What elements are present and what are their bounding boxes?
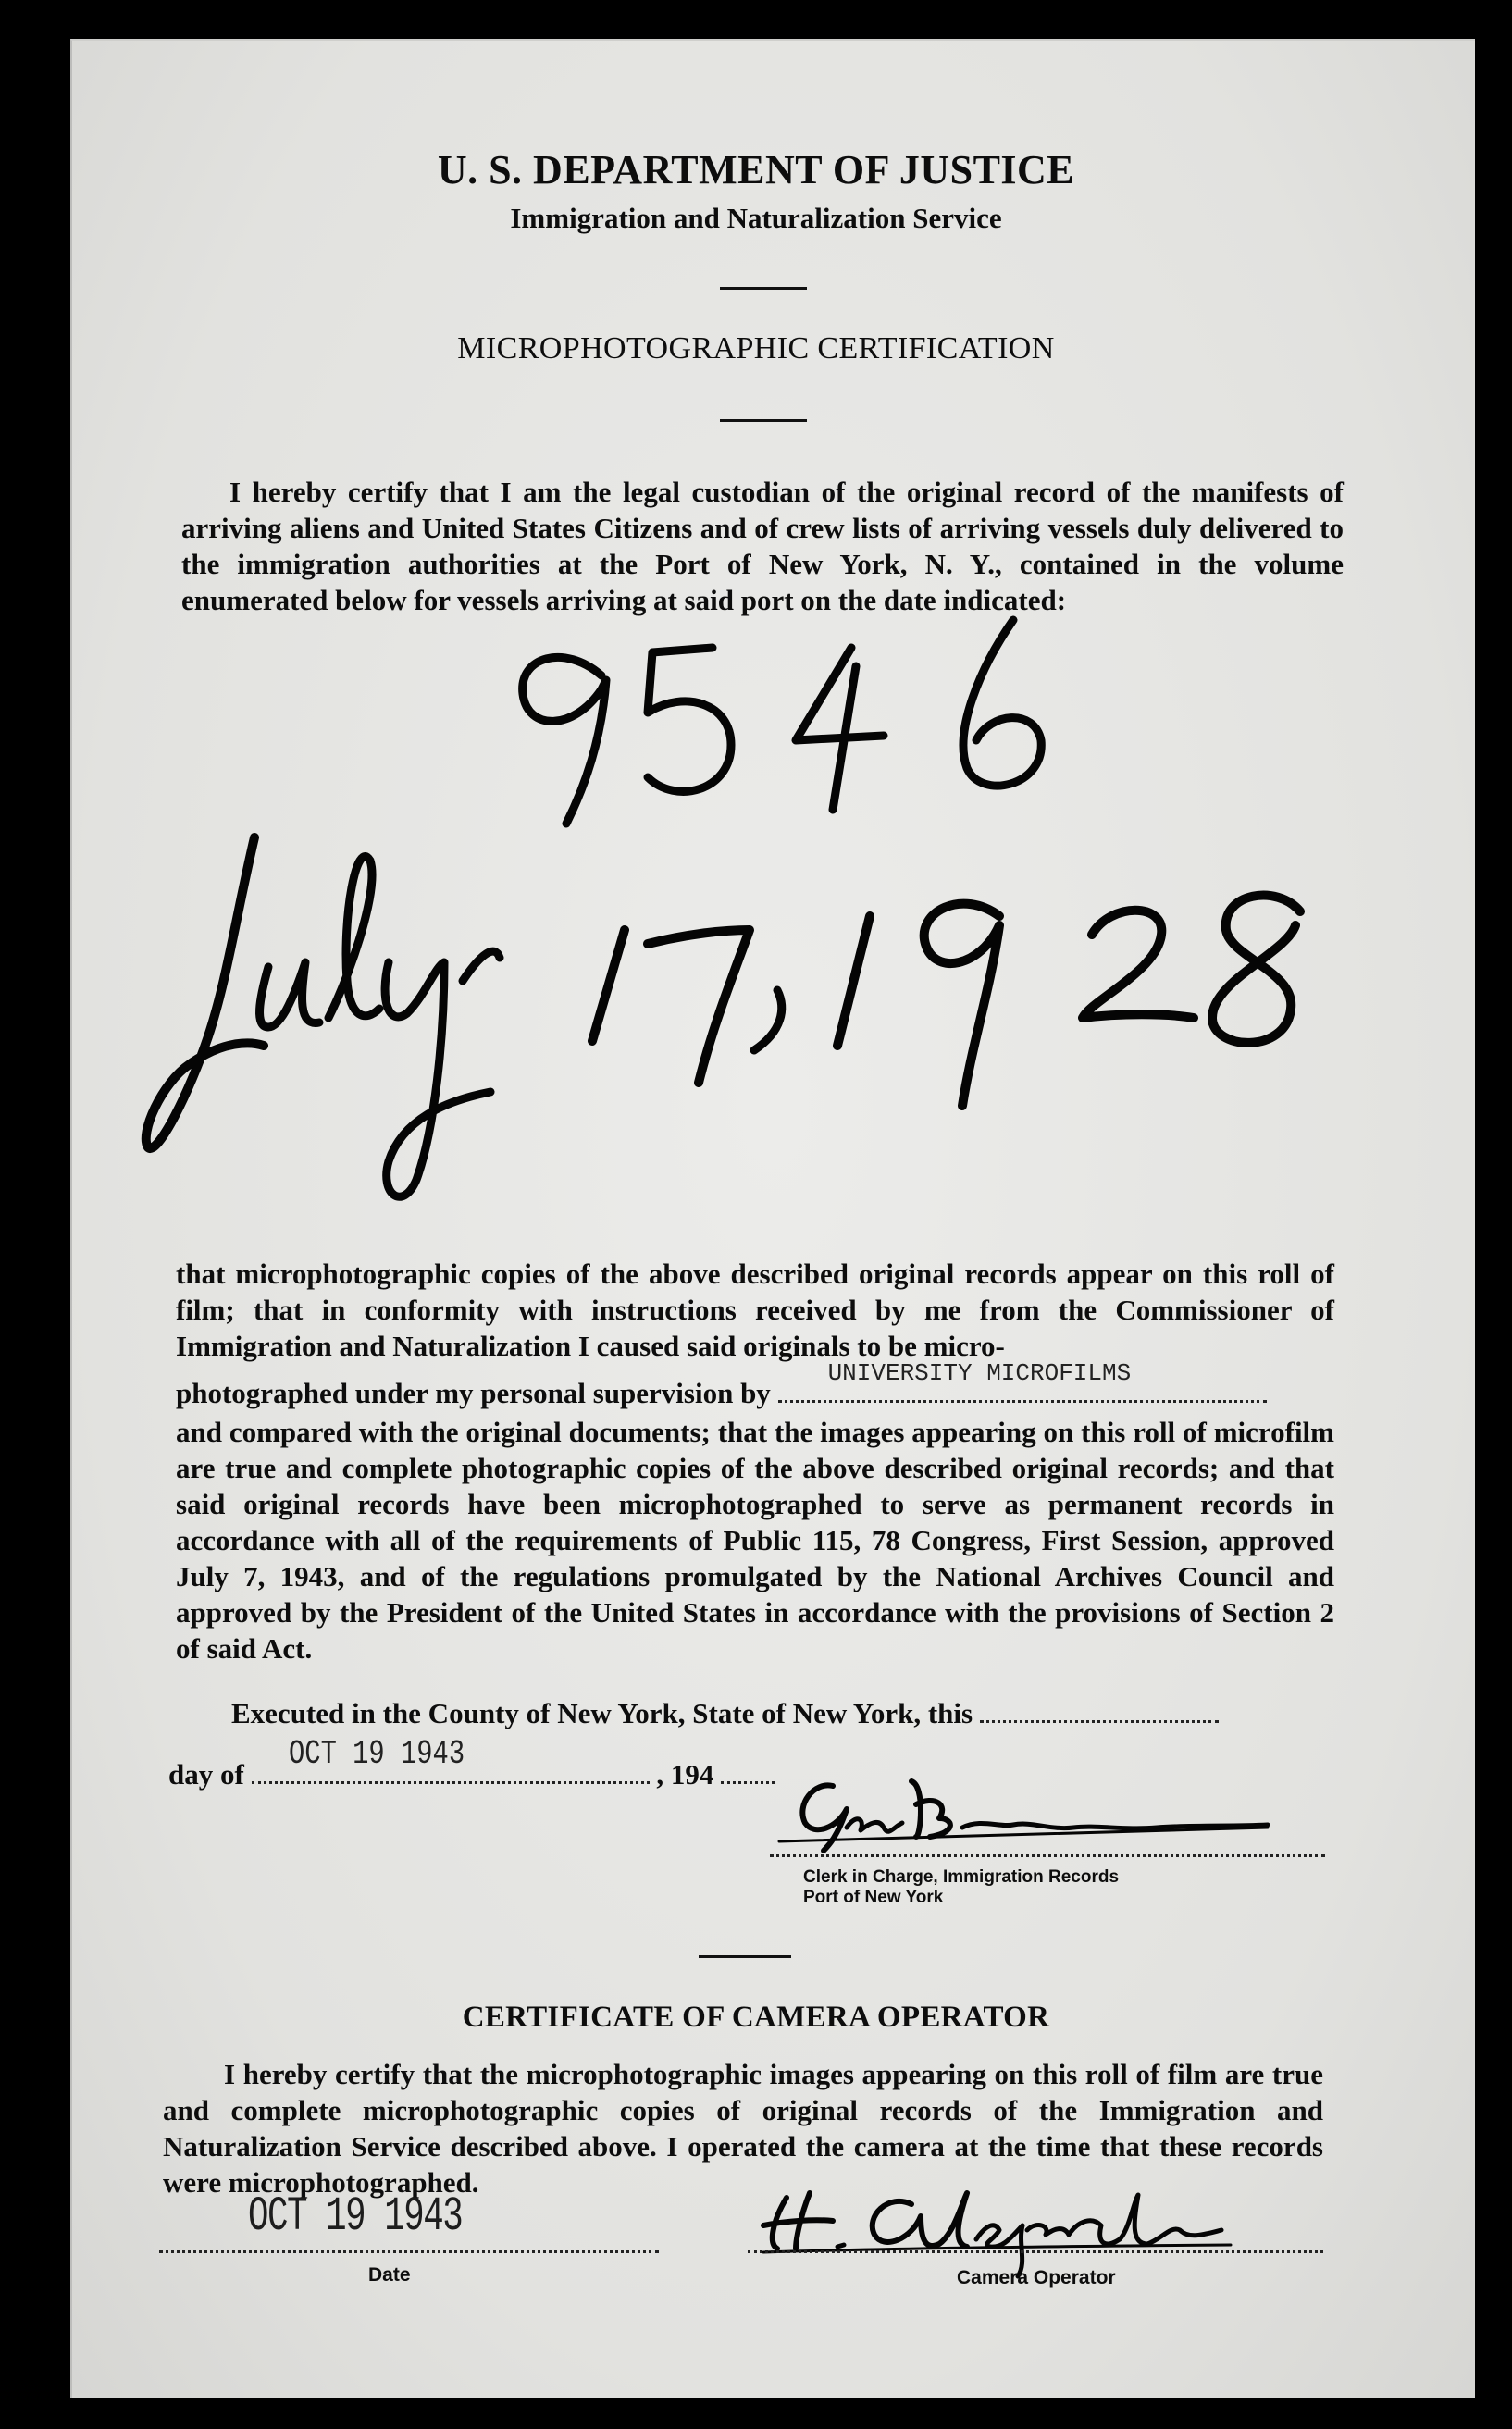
day-of-label: day of — [168, 1758, 244, 1791]
operator-label: Camera Operator — [957, 2267, 1116, 2288]
custodian-statement: I hereby certify that I am the legal custodian of the original record of the manifests of arriving aliens and United States Citizens and of crew lists of arriving vessels duly delivered to the immigration authorities at the Port of New York, N. Y., contained in the volume enumerated below for vessels arriving at said port on the date indicated: — [181, 476, 1344, 616]
service-subheading: Immigration and Naturalization Service — [510, 202, 1002, 234]
operator-date-value: OCT 19 1943 — [248, 2189, 463, 2244]
photographed-by-label: photographed under my personal supervision by — [176, 1377, 771, 1409]
clerk-title-line2: Port of New York — [803, 1888, 944, 1907]
microfilm-statement-start: that microphotographic copies of the above described original records appear on this roll of film; that in conformity with instructions received by me from the Commissioner of Immigration and Naturalization I caused said originals to be micro- — [176, 1258, 1334, 1362]
executed-text: Executed in the County of New York, State of New York, this — [231, 1697, 973, 1729]
operator-signature-line — [748, 2250, 1323, 2253]
camera-operator-title: CERTIFICATE OF CAMERA OPERATOR — [462, 2001, 1050, 2034]
clerk-title-line1: Clerk in Charge, Immigration Records — [803, 1867, 1120, 1887]
day-of-value: OCT 19 1943 — [288, 1735, 465, 1773]
department-heading: U. S. DEPARTMENT OF JUSTICE — [437, 147, 1075, 192]
operator-date-label: Date — [368, 2264, 411, 2286]
year-prefix: , 194 — [656, 1758, 714, 1791]
certification-title: MICROPHOTOGRAPHIC CERTIFICATION — [457, 331, 1055, 366]
photographed-by-value: UNIVERSITY MICROFILMS — [827, 1359, 1132, 1387]
microfilm-statement-end: and compared with the original documents; that the images appearing on this roll of microfilm are true and complete photographic copies of the above described original records; and that said original records have been microphotographed to serve as permanent records in accordance with all of the requirements of Public 115, 78 Congress, First Session, approved July 7, 1943, and of the regulations promulgated by the National Archives Council and approved by the President of the United States in accordance with the provisions of Section 2 of said Act. — [176, 1416, 1334, 1665]
camera-operator-statement: I hereby certify that the microphotographic images appearing on this roll of film are true and complete microphotographic copies of original records of the Immigration and Naturalization Service described above. I operated the camera at the time that these records were microphotographed. — [163, 2058, 1323, 2199]
